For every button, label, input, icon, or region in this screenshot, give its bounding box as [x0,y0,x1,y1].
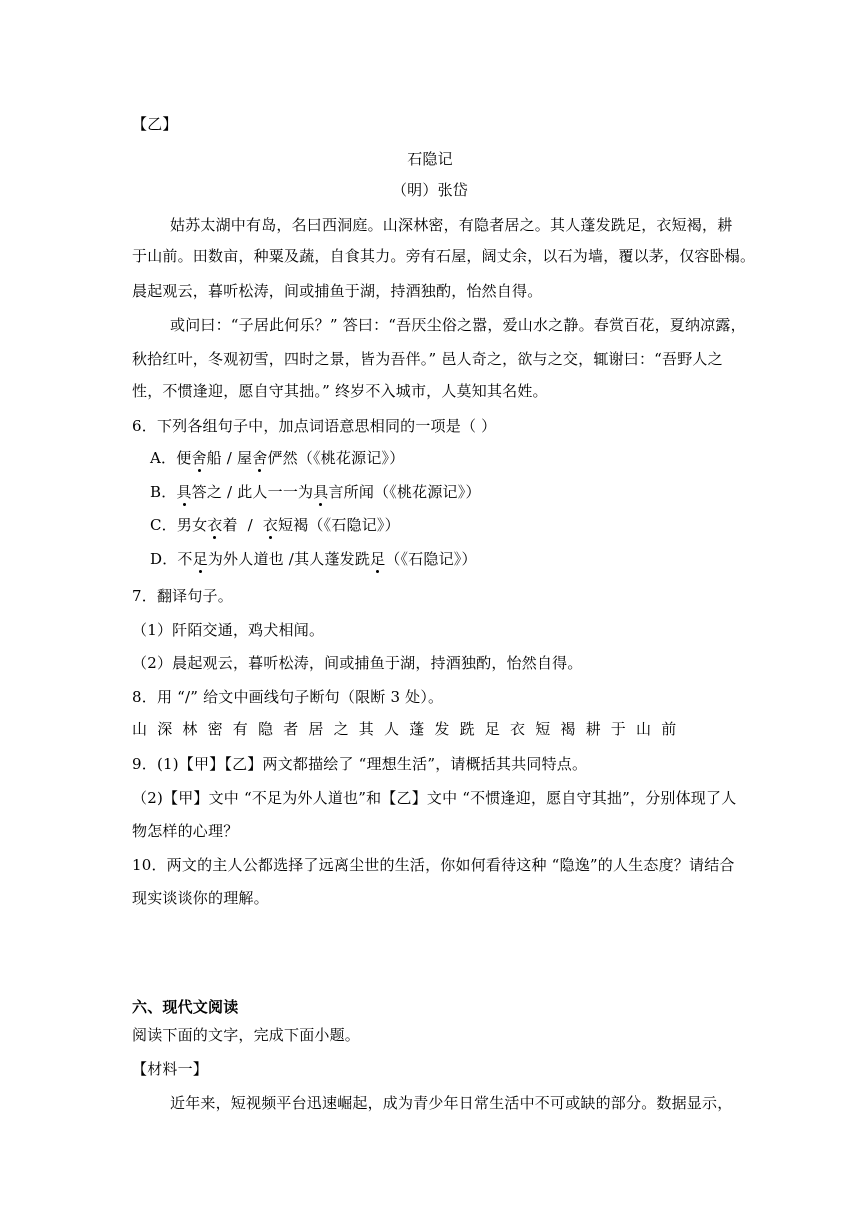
material-label: 【材料一】 [132,1060,209,1078]
option-text: 答之 / 此人一一为 [191,483,314,501]
passage-line: 晨起观云，暮听松涛，间或捕鱼于湖，持酒独酌，怡然自得。 [132,282,543,300]
section-6-instruction: 阅读下面的文字，完成下面小题。 [132,1026,361,1044]
section-6-heading: 六、现代文阅读 [132,998,239,1016]
passage-line: 于山前。田数亩，种粟及蔬，自食其力。旁有石屋，阔丈余，以石为墙，覆以茅，仅容卧榻。 [132,247,756,265]
option-text: B． [150,483,177,501]
dotted-word: 衣 [207,516,223,534]
question-9-part-1: 9．(1)【甲】【乙】两文都描绘了 “理想生活”，请概括其共同特点。 [132,755,588,773]
question-6-option-d[interactable] [150,549,750,569]
dotted-word: 舍 [252,449,268,467]
question-9-part-2-cont: 物怎样的心理？ [132,822,239,840]
question-8-sentence: 山深林密有隐者居之其人蓬发跣足衣短褐耕于山前 [132,720,687,738]
option-text: D．不 [150,550,193,568]
section-yi-label: 【乙】 [132,115,178,133]
option-text: 为外人道也 /其人蓬发跣 [207,550,371,568]
option-text: 俨然（《桃花源记》） [267,449,405,467]
passage-line: 性，不惯逢迎，愿自守其拙。” 终岁不入城市，人莫知其名姓。 [132,382,548,400]
option-text: A．便 [150,449,192,467]
question-8-stem: 8．用 “/” 给文中画线句子断句（限断 3 处）。 [132,688,444,706]
question-7-sentence-1: （1）阡陌交通，鸡犬相闻。 [132,621,325,639]
passage-title: 石隐记 [407,150,453,168]
material-paragraph-line: 近年来，短视频平台迅速崛起，成为青少年日常生活中不可或缺的部分。数据显示， [170,1094,733,1112]
option-text: C．男女 [150,516,208,534]
question-7-sentence-2: （2）晨起观云，暮听松涛，间或捕鱼于湖，持酒独酌，怡然自得。 [132,654,583,672]
dotted-word: 足 [370,550,386,568]
dotted-word: 舍 [191,449,207,467]
option-text: 着 / [222,516,263,534]
passage-author: （明）张岱 [391,181,468,199]
dotted-word: 具 [176,483,192,501]
option-text: 短褐（《石隐记》） [278,516,400,534]
dotted-word: 足 [192,550,208,568]
question-10-stem-cont: 现实谈谈你的理解。 [132,889,269,907]
question-6-option-a[interactable] [150,448,750,468]
dotted-word: 具 [313,483,329,501]
option-text: 船 / 屋 [206,449,253,467]
passage-line: 秋拾红叶，冬观初雪，四时之景，皆为吾伴。” 邑人奇之，欲与之交，辄谢曰：“吾野人之 [132,350,723,368]
question-10-stem: 10．两文的主人公都选择了远离尘世的生活，你如何看待这种 “隐逸”的人生态度？请结合 [132,856,735,874]
option-text: 言所闻（《桃花源记》） [328,483,481,501]
question-7-stem: 7．翻译句子。 [132,587,233,605]
question-6-stem: 6．下列各组句子中，加点词语意思相同的一项是（ ） [132,417,497,435]
question-6-option-b[interactable] [150,482,750,502]
question-6-option-c[interactable] [150,515,750,535]
passage-line: 或问曰：“子居此何乐？” 答曰：“吾厌尘俗之嚣，爱山水之静。春赏百花，夏纳凉露， [170,316,746,334]
passage-line: 姑苏太湖中有岛，名曰西洞庭。山深林密，有隐者居之。其人蓬发跣足，衣短褐，耕 [170,216,733,234]
dotted-word: 衣 [262,516,279,534]
option-text: （《石隐记》） [385,550,477,568]
question-9-part-2: （2)【甲】文中 “不足为外人道也”和【乙】文中 “不惯逢迎，愿自守其拙”，分别体现了人 [132,789,737,807]
